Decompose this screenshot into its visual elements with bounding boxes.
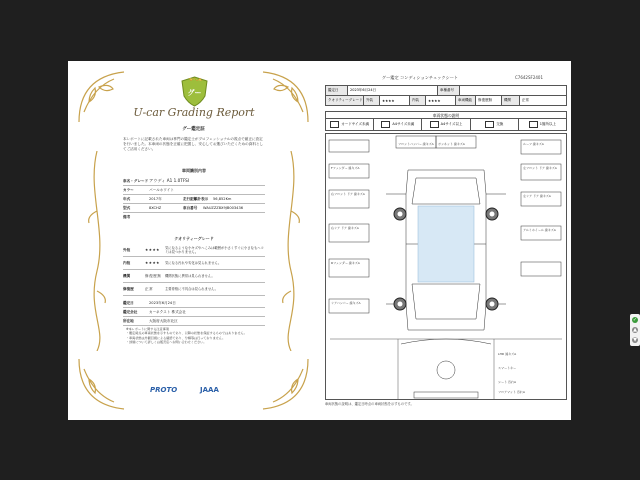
diagram-note: リアバンパー 線キズA bbox=[331, 301, 361, 305]
report-subtitle: グー鑑定証 bbox=[182, 127, 205, 132]
grade-label: 内装 bbox=[123, 260, 131, 265]
sheet-code: C7642SF2401 bbox=[515, 75, 543, 80]
header-label: 機関 bbox=[502, 96, 520, 105]
vehicle-section-heading: 車両識別内容 bbox=[182, 168, 206, 173]
grade-stars: 修復歴無 bbox=[145, 273, 162, 278]
vehicle-value-2: 56,852Km bbox=[213, 197, 232, 201]
car-outline-icon bbox=[326, 134, 566, 399]
note-line: ・車両状態は外観目視による確認であり、分解等は行っておりません。 bbox=[126, 335, 226, 340]
vehicle-row-model bbox=[123, 204, 265, 213]
header-row-2 bbox=[326, 96, 566, 105]
header-label: 内装 bbox=[410, 96, 426, 105]
grade-label: 修復歴 bbox=[123, 286, 134, 291]
header-row-1 bbox=[326, 86, 566, 96]
diagram-note: ルーフ 線キズA bbox=[523, 142, 544, 146]
report-intro: 本レポートに記載された車両は専門の鑑定士がプロフェッショナルの視点で厳正に査定を行いました。本車両の状態を正確に把握し、安心してお選びいただくための資料としてご活用ください。 bbox=[123, 137, 264, 151]
grade-row bbox=[123, 257, 265, 270]
header-label: 車両機能 bbox=[456, 96, 476, 105]
diagram-note: LHD 線キズA bbox=[498, 352, 517, 356]
vehicle-row-remarks bbox=[123, 213, 265, 221]
grade-table bbox=[123, 244, 265, 296]
vehicle-label: 型式 bbox=[123, 205, 131, 210]
legend-box-icon bbox=[485, 121, 494, 128]
legend-item: A4サイズ未満 bbox=[374, 119, 422, 130]
legend-box-icon bbox=[381, 121, 390, 128]
grade-description: 気になるような小キズやへこみは範囲が小さくすぐに小さなもヘコミは見つかりません。 bbox=[165, 246, 264, 254]
header-value bbox=[460, 86, 566, 95]
header-value: ★★★★ bbox=[380, 96, 410, 105]
appraisal-row bbox=[123, 299, 265, 308]
legend-item: 1箇所以上 bbox=[519, 119, 566, 130]
sheet-header-table bbox=[325, 85, 567, 106]
grade-section-heading: クオリティーグレード bbox=[174, 236, 214, 241]
grade-row bbox=[123, 270, 265, 283]
vehicle-diagram bbox=[325, 133, 567, 400]
note-line: ・評価について詳しくは販売店へお問い合わせください。 bbox=[126, 339, 207, 344]
vehicle-label: 年式 bbox=[123, 196, 131, 201]
diagram-note: Fフェンダー 線キズA bbox=[331, 166, 360, 170]
goo-emblem bbox=[181, 76, 208, 107]
diagram-note: 左フロント ドア 線キズA bbox=[523, 166, 557, 170]
grade-stars: 正常 bbox=[145, 286, 154, 291]
grade-description: 主要骨格に不具合は見られません。 bbox=[165, 287, 218, 291]
jaaa-logo: JAAA bbox=[200, 386, 219, 394]
vehicle-row-name bbox=[123, 177, 265, 186]
grade-label: 外装 bbox=[123, 247, 131, 252]
vehicle-value: 2017年 bbox=[149, 196, 162, 201]
grade-description: 機関状態に異常は見られません。 bbox=[165, 274, 215, 278]
header-value: 修復歴無 bbox=[476, 96, 502, 105]
diagram-note: 左リア ドア 線キズA bbox=[523, 194, 551, 198]
diagram-note: 右フロント ドア 線キズA bbox=[331, 192, 365, 196]
down-arrow-icon[interactable]: ▼ bbox=[633, 337, 637, 343]
legend-heading: 車両状態の説明 bbox=[325, 111, 567, 119]
vehicle-label-2: 車台番号 bbox=[183, 205, 198, 210]
header-label: 車種番号 bbox=[438, 86, 460, 95]
vehicle-label: 備考 bbox=[123, 214, 131, 219]
diagram-note: シート 汚れA bbox=[498, 380, 517, 384]
header-label: 鑑定日 bbox=[326, 86, 348, 95]
floral-border-right bbox=[276, 151, 306, 351]
grade-row bbox=[123, 283, 265, 296]
report-sheet bbox=[68, 61, 571, 420]
diagram-note: フロアマット 汚れA bbox=[498, 390, 525, 394]
diagram-note: Rフェンダー 線キズA bbox=[331, 261, 360, 265]
report-title: U-car Grading Report bbox=[133, 106, 255, 119]
appraisal-table bbox=[123, 299, 265, 326]
report-notes bbox=[126, 327, 266, 344]
grade-stars: ★★★★ bbox=[145, 248, 160, 252]
legend-item: 交換 bbox=[471, 119, 519, 130]
legend-item: A4サイズ以上 bbox=[422, 119, 470, 130]
appraisal-value: 2023年6月24日 bbox=[149, 300, 176, 305]
legend-item: カードサイズ未満 bbox=[326, 119, 374, 130]
floral-corner-bottom-left bbox=[74, 354, 134, 414]
floral-corner-bottom-right bbox=[253, 354, 313, 414]
appraisal-label: 所在地 bbox=[123, 318, 134, 323]
appraisal-value: 大阪府大阪市北区 bbox=[149, 318, 178, 323]
vehicle-value: パールホワイト bbox=[149, 187, 174, 192]
diagram-note: スマートキー bbox=[498, 366, 516, 370]
header-value: ★★★★ bbox=[426, 96, 456, 105]
grading-report-page bbox=[68, 61, 319, 420]
legend-box-icon bbox=[529, 121, 538, 128]
chat-icon[interactable]: ✓ bbox=[632, 317, 638, 323]
note-line: ・鑑定時点の車両状態を示すものであり、以降の状態を保証するものではありません。 bbox=[126, 331, 247, 336]
vehicle-label-2: 走行距離計表示 bbox=[183, 196, 209, 201]
diagram-note: ボンネット 線キズA bbox=[438, 142, 465, 146]
header-label: クオリティーグレード bbox=[326, 96, 364, 105]
vehicle-label: 車名・グレード bbox=[123, 178, 149, 183]
vehicle-table bbox=[123, 177, 265, 221]
legend-box-icon bbox=[330, 121, 339, 128]
up-arrow-icon[interactable]: ▲ bbox=[633, 327, 637, 333]
grade-row bbox=[123, 244, 265, 257]
diagram-note: 右リア ドア 線キズA bbox=[331, 226, 359, 230]
side-toolbar bbox=[630, 314, 640, 346]
sheet-footnote: 車両状態の説明は、鑑定日時点の車両状態を示すものです。 bbox=[325, 402, 414, 406]
appraisal-row bbox=[123, 308, 265, 317]
appraisal-row bbox=[123, 317, 265, 326]
grade-description: 気になる汚れや劣化は見られません。 bbox=[165, 261, 222, 265]
grade-stars: ★★★★ bbox=[145, 261, 160, 265]
vehicle-row-color bbox=[123, 186, 265, 195]
grade-label: 機関 bbox=[123, 273, 131, 278]
diagram-note: フロントバンパー 線キズA bbox=[398, 142, 434, 146]
legend-box-icon bbox=[430, 121, 439, 128]
proto-logo: PROTO bbox=[150, 386, 178, 394]
shield-icon bbox=[181, 76, 208, 107]
appraisal-label: 鑑定会社 bbox=[123, 309, 138, 314]
appraisal-value: カーネクスト 株式会社 bbox=[149, 309, 186, 314]
condition-check-sheet bbox=[320, 61, 571, 420]
legend-row bbox=[325, 118, 567, 131]
vehicle-value: 8XCHZ bbox=[149, 206, 162, 210]
header-value: 2023年6月24日 bbox=[348, 86, 438, 95]
floral-border-left bbox=[82, 151, 112, 351]
sheet-title: グー鑑定 コンディションチェックシート bbox=[381, 75, 459, 80]
header-label: 外装 bbox=[364, 96, 380, 105]
vehicle-value: アウディ A1 1.0TFSI bbox=[149, 178, 190, 183]
vehicle-value-2: WAUZZZ8X9JB003436 bbox=[203, 206, 244, 210]
appraisal-label: 鑑定日 bbox=[123, 300, 134, 305]
note-line: ※本レポートに関する注意事項 bbox=[126, 327, 169, 331]
emblem-text: グー bbox=[187, 89, 202, 97]
vehicle-row-year bbox=[123, 195, 265, 204]
logo-area bbox=[150, 386, 250, 396]
diagram-note: アルミホイール 線キズA bbox=[523, 228, 556, 232]
vehicle-label: カラー bbox=[123, 187, 134, 192]
header-value: 正常 bbox=[522, 98, 529, 102]
